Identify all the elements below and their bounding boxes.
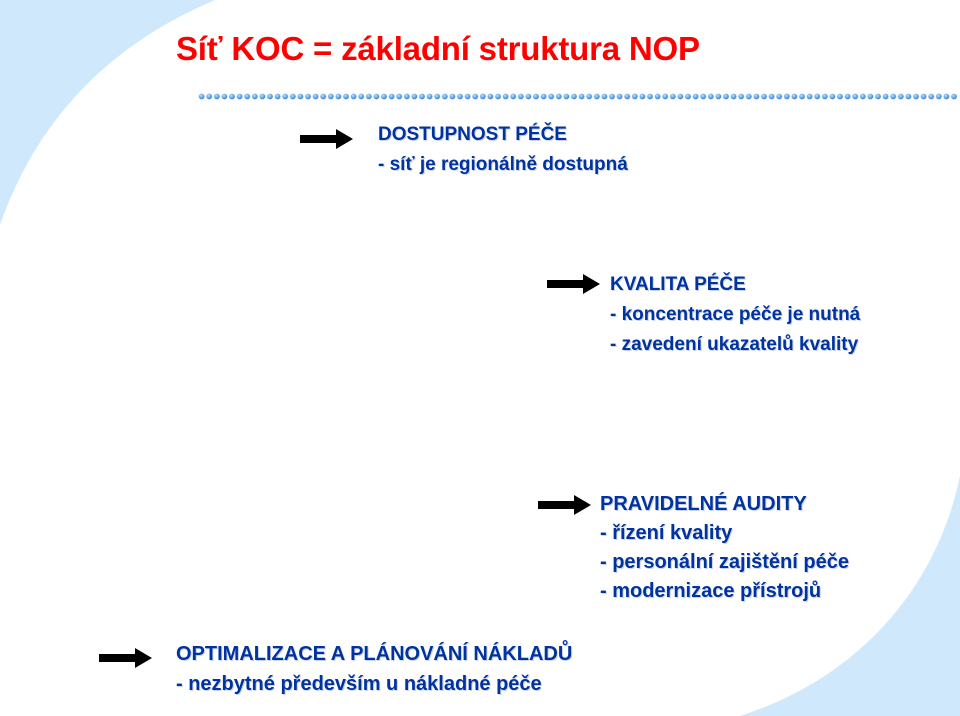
block-heading: PRAVIDELNÉ AUDITY (600, 493, 807, 515)
access-to-care-block (378, 120, 628, 180)
right-arrow-icon (538, 493, 592, 517)
right-arrow-icon (99, 646, 153, 670)
quality-of-care-block (610, 270, 860, 360)
block-line: - zavedení ukazatelů kvality (610, 334, 859, 355)
block-heading: KVALITA PÉČE (610, 274, 746, 295)
regular-audits-block (600, 490, 849, 606)
block-line: - personální zajištění péče (600, 551, 849, 573)
block-line: - modernizace přístrojů (600, 580, 822, 602)
right-arrow-icon (547, 272, 601, 296)
slide-title: Síť KOC = základní struktura NOP (176, 30, 700, 67)
block-heading: OPTIMALIZACE A PLÁNOVÁNÍ NÁKLADŮ (176, 643, 573, 665)
block-line: - nezbytné především u nákladné péče (176, 673, 542, 695)
block-line: - řízení kvality (600, 522, 733, 544)
block-line: - koncentrace péče je nutná (610, 304, 861, 325)
dotted-divider (198, 90, 958, 106)
right-arrow-icon (300, 127, 354, 151)
cost-optimization-block (176, 639, 572, 699)
block-heading: DOSTUPNOST PÉČE (378, 124, 567, 145)
block-line: - síť je regionálně dostupná (378, 154, 628, 175)
